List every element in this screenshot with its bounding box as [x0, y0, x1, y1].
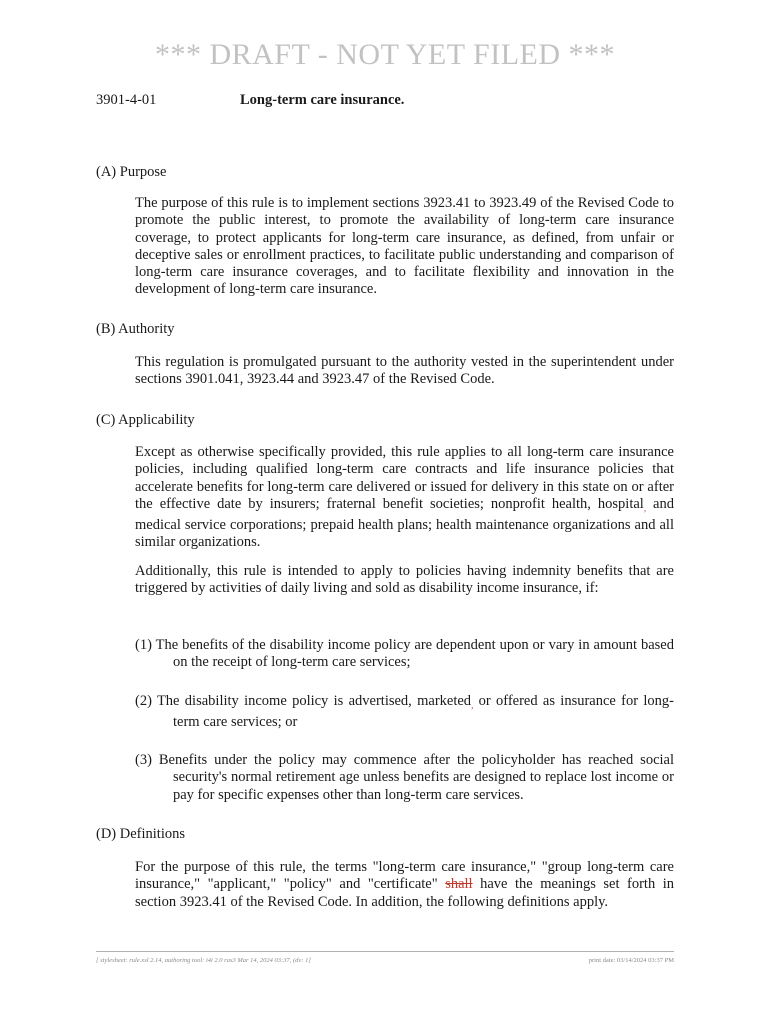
list-item-2 — [135, 693, 674, 732]
inserted-comma: , — [643, 502, 647, 513]
list-item-1: (1) The benefits of the disability income policy are dependent upon or vary in amount based on the receipt of long-term care services; — [135, 637, 674, 671]
struck-word: shall — [445, 876, 473, 893]
list-item-2-text-b: or offered as insurance for long-term care services; or — [173, 693, 674, 731]
section-d-heading: (D) Definitions — [96, 826, 185, 842]
section-b-heading: (B) Authority — [96, 321, 175, 337]
list-item-2-text-a: (2) The disability income policy is advertised, marketed — [135, 693, 472, 709]
section-d-paragraph-text-a: For the purpose of this rule, the terms "long-term care insurance," "group long-term care insurance," "applicant," "policy" and "certificate" — [135, 859, 674, 893]
section-a-paragraph: The purpose of this rule is to implement sections 3923.41 to 3923.49 of the Revised Code to promote the public interest, to promote the availability of long-term care insurance coverage, to protect applicants for long-term care insurance, as defined, from unfair or deceptive sales or enrollment practices, to facilitate public understanding and comparison of long-term care insurance coverages, and to facilitate flexibility and innovation in the development of long-term care insurance. — [135, 195, 674, 298]
footer-stylesheet-info: [ stylesheet: rule.xsl 2.14, authoring tool: i4i 2.0 ras3 Mar 14, 2024 03:37, (dv: 1] — [96, 957, 311, 964]
section-d-paragraph-text-b: have the meanings set forth in section 3923.41 of the Revised Code. In addition, the following definitions apply. — [135, 876, 675, 910]
section-c-paragraph-1-text-a: Except as otherwise specifically provided, this rule applies to all long-term care insurance policies, including qualified long-term care contracts and life insurance policies that accelerate benefits for long-term care delivered or issued for delivery in this state on or after the effective date by insurers; fraternal benefit societies; nonprofit health, hospital — [135, 444, 674, 512]
rule-number: 3901-4-01 — [96, 92, 157, 108]
section-a-heading: (A) Purpose — [96, 164, 167, 180]
section-c-heading: (C) Applicability — [96, 412, 195, 428]
draft-watermark: *** DRAFT - NOT YET FILED *** — [154, 38, 616, 71]
footer-divider — [96, 951, 674, 952]
inserted-comma: , — [471, 700, 474, 710]
section-c-paragraph-1 — [135, 444, 674, 552]
list-item-3: (3) Benefits under the policy may commence after the policyholder has reached social security's normal retirement age unless benefits are designed to replace lost income or pay for specific expenses other than long-term care services. — [135, 752, 674, 803]
section-d-paragraph — [135, 859, 674, 911]
rule-title: Long-term care insurance. — [240, 92, 405, 108]
footer-print-date: print date: 03/14/2024 03:37 PM — [588, 957, 674, 964]
section-c-paragraph-1-text-b: and medical service corporations; prepaid health plans; health maintenance organizations and all similar organizations. — [135, 495, 674, 551]
section-c-paragraph-2: Additionally, this rule is intended to apply to policies having indemnity benefits that are triggered by activities of daily living and sold as disability income insurance, if: — [135, 563, 674, 597]
section-b-paragraph: This regulation is promulgated pursuant to the authority vested in the superintendent under sections 3901.041, 3923.44 and 3923.47 of the Revised Code. — [135, 354, 674, 388]
